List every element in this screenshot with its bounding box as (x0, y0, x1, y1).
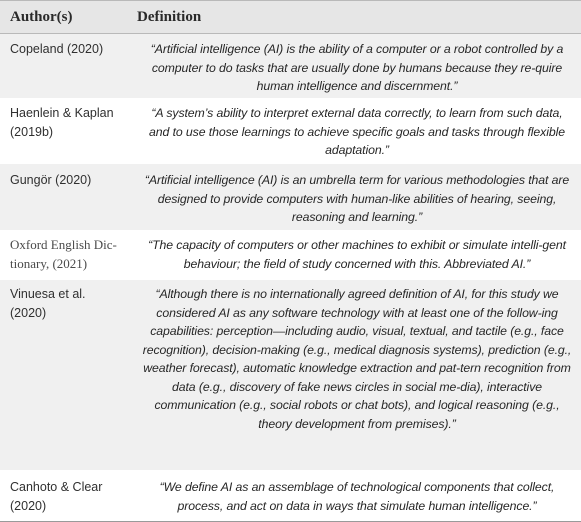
definition-cell: “The capacity of computers or other machines to exhibit or simulate intelli-gent behaviour; the field of study concerned with this. Abbreviated AI.” (148, 238, 566, 271)
author-cell: Gungör (2020) (10, 173, 92, 187)
definition-cell: “Artificial intelligence (AI) is an umbrella term for various methodologies that are designed to provide computers with human-like abilities of hearing, seeing, reasoning and learning.” (144, 173, 570, 224)
definition-cell: “Although there is no internationally agreed definition of AI, for this study we considered AI as any software technology with at least one of the follow-ing capabilities: perception—including audio, visual, textual, and tactile (e.g., face recognition), decision-making (e.g., medical diagnosis systems), prediction (e.g., weather forecast), automatic knowledge extraction and pat-tern recognition from data (e.g., discovery of fake news circles in social me-dia), interactive communication (e.g., social robots or chat bots), and logical reasoning (e.g., theory development from premises).” (142, 287, 572, 431)
author-cell: Copeland (2020) (10, 42, 104, 56)
definition-cell: “We define AI as an assemblage of technological components that collect, process, and act on data in ways that simulate human intelligence.” (159, 480, 555, 513)
author-cell: Canhoto & Clear (2020) (10, 480, 103, 513)
table-row (0, 230, 581, 280)
table-row (0, 470, 581, 522)
author-cell: Haenlein & Kaplan (2019b) (10, 106, 114, 139)
definition-column-header: Definition (137, 9, 202, 25)
table-row (0, 164, 581, 230)
definition-cell: “Artificial intelligence (AI) is the ability of a computer or a robot controlled by a computer to do tasks that are usually done by humans because they re-quire human intelligence and discernment.” (150, 42, 564, 93)
table-row (0, 280, 581, 470)
author-cell: Oxford English Dic-tionary, (2021) (10, 237, 117, 271)
author-cell: Vinuesa et al. (2020) (10, 287, 86, 320)
table-row (0, 34, 581, 98)
table-header (0, 0, 581, 34)
definition-cell: “A system’s ability to interpret external data correctly, to learn from such data, and to use those learnings to achieve specific goals and tasks through flexible adaptation.” (149, 106, 565, 157)
author-column-header: Author(s) (10, 9, 73, 25)
table-row (0, 98, 581, 164)
